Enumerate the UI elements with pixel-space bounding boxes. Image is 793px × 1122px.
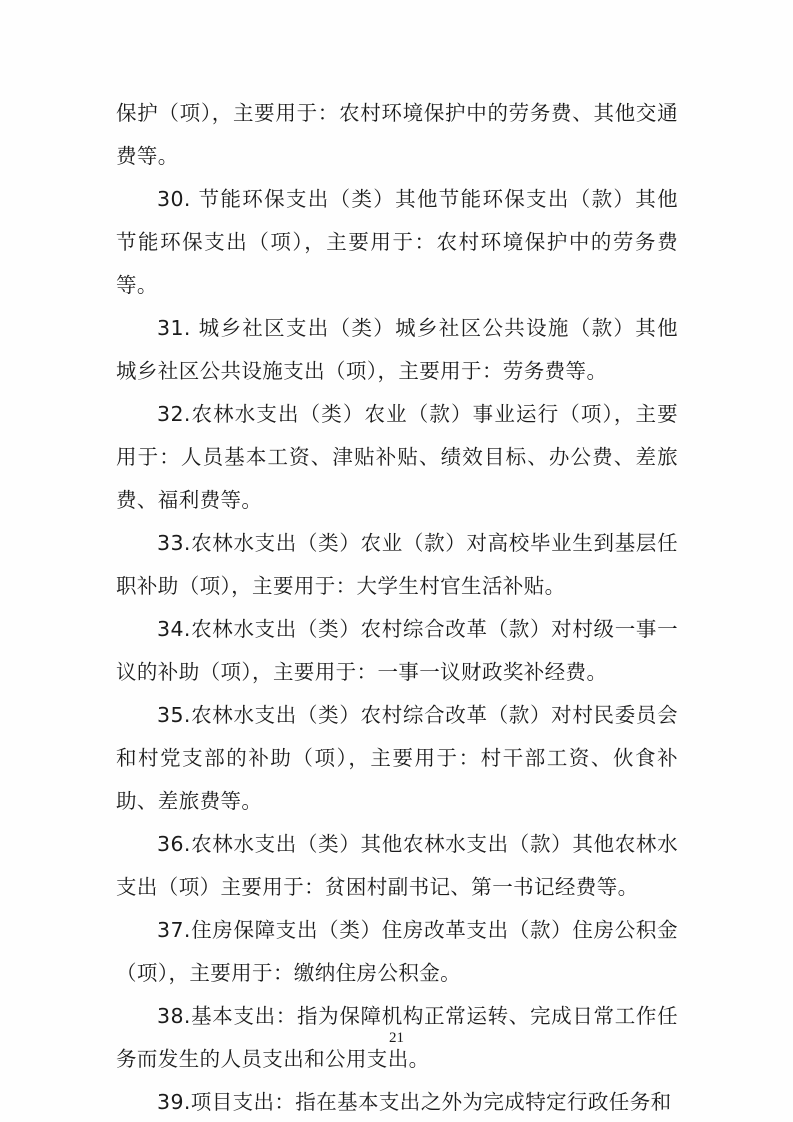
paragraph: 保护（项），主要用于：农村环境保护中的劳务费、其他交通费等。 [116,101,678,168]
paragraph: 39.项目支出：指在基本支出之外为完成特定行政任务和 [157,1090,672,1114]
paragraph: 30. 节能环保支出（类）其他节能环保支出（款）其他节能环保支出（项），主要用于：农村环境保护中的劳务费等。 [116,187,678,297]
paragraph: 34.农林水支出（类）农村综合改革（款）对村级一事一议的补助（项），主要用于：一事一议财政奖补经费。 [116,617,678,684]
page-number: 21 [389,1030,404,1046]
document-body [116,92,678,1122]
paragraph: 38.基本支出：指为保障机构正常运转、完成日常工作任务而发生的人员支出和公用支出。 [116,1004,678,1071]
paragraph: 32.农林水支出（类）农业（款）事业运行（项），主要用于：人员基本工资、津贴补贴、绩效目标、办公费、差旅费、福利费等。 [116,402,678,512]
paragraph: 37.住房保障支出（类）住房改革支出（款）住房公积金（项），主要用于：缴纳住房公积金。 [116,918,678,985]
paragraph: 35.农林水支出（类）农村综合改革（款）对村民委员会和村党支部的补助（项），主要用于：村干部工资、伙食补助、差旅费等。 [116,703,678,813]
paragraph: 33.农林水支出（类）农业（款）对高校毕业生到基层任职补助（项），主要用于：大学生村官生活补贴。 [116,531,678,598]
paragraph: 36.农林水支出（类）其他农林水支出（款）其他农林水支出（项）主要用于：贫困村副书记、第一书记经费等。 [116,832,678,899]
paragraph: 31. 城乡社区支出（类）城乡社区公共设施（款）其他城乡社区公共设施支出（项），主要用于：劳务费等。 [116,316,678,383]
